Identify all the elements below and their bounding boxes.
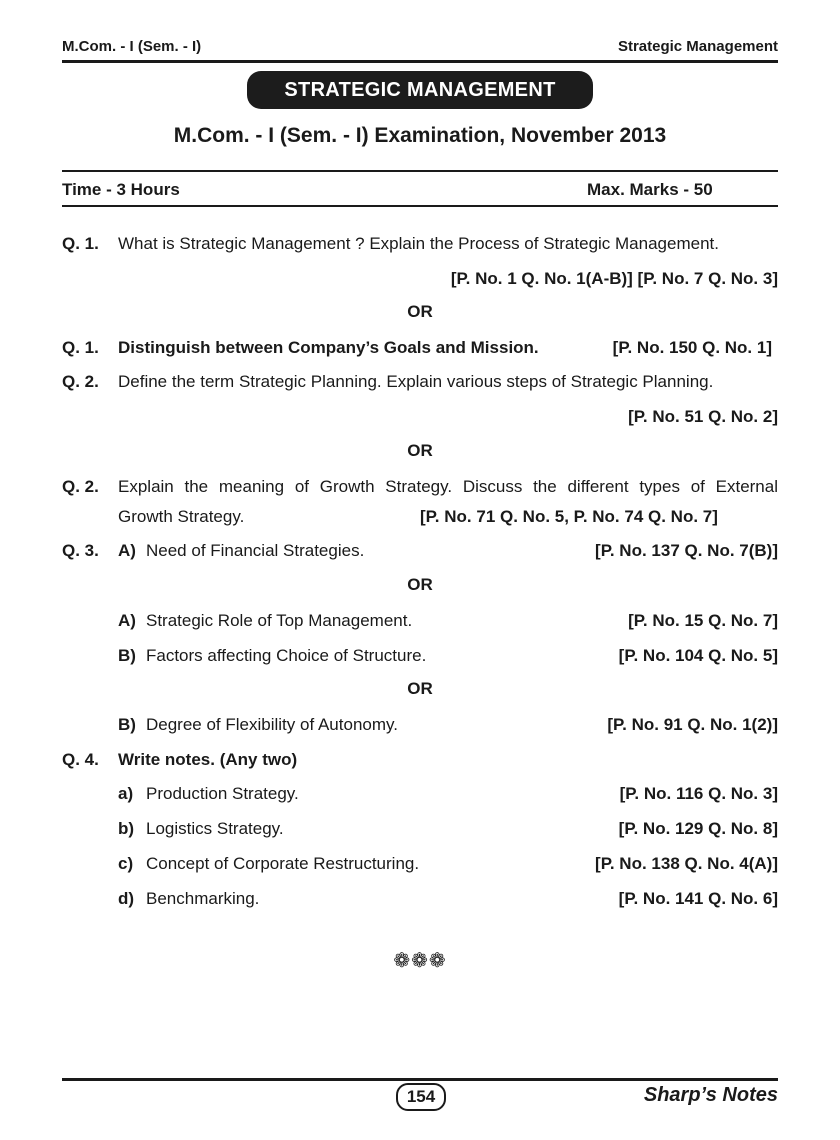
page-reference: [P. No. 104 Q. No. 5] [618,646,778,665]
sub-label: c) [118,854,134,873]
sub-label: a) [118,784,134,803]
page-reference: [P. No. 137 Q. No. 7(B)] [595,541,778,560]
sub-text: Need of Financial Strategies. [146,541,365,560]
sub-label: B) [118,646,136,665]
question-number: Q. 1. [62,338,99,357]
question-4 [62,749,778,771]
page-reference: [P. No. 138 Q. No. 4(A)] [595,854,778,873]
question-number: Q. 1. [62,234,99,253]
question-1a-reference [62,268,778,290]
sub-text: Factors affecting Choice of Structure. [146,646,427,665]
question-text: Write notes. (Any two) [118,750,298,769]
sub-label: A) [118,541,136,560]
note-item [62,783,778,805]
question-1b [62,337,778,359]
or-divider: OR [407,679,433,698]
sub-text: Degree of Flexibility of Autonomy. [146,715,398,734]
sub-label: b) [118,819,135,838]
page-reference: [P. No. 141 Q. No. 6] [618,889,778,908]
sub-text: Strategic Role of Top Management. [146,611,413,630]
page-reference: [P. No. 150 Q. No. 1] [612,338,772,357]
question-2b-continued [62,506,778,528]
page-reference: [P. No. 15 Q. No. 7] [628,611,778,630]
or-divider: OR [407,441,433,460]
header-course: M.Com. - I (Sem. - I) [62,38,202,55]
running-header [62,38,778,58]
or-divider: OR [407,302,433,321]
sub-label: d) [118,889,135,908]
meta-rule-top [62,170,778,172]
question-2a [62,371,778,393]
question-text: Define the term Strategic Planning. Explain various steps of Strategic Planning. [118,372,714,391]
note-item [62,818,778,840]
header-rule [62,60,778,63]
question-text: Growth Strategy. [118,507,245,526]
sub-text: Benchmarking. [146,889,260,908]
question-3a-alt [62,610,778,632]
question-number: Q. 3. [62,541,99,560]
page-reference: [P. No. 91 Q. No. 1(2)] [607,715,778,734]
exam-title: M.Com. - I (Sem. - I) Examination, November 2013 [173,124,667,147]
note-item [62,888,778,910]
question-2a-reference [62,406,778,428]
footer-brand: Sharp’s Notes [643,1084,778,1106]
page-reference: [P. No. 71 Q. No. 5, P. No. 74 Q. No. 7] [420,507,718,526]
sub-text: Production Strategy. [146,784,299,803]
note-item [62,853,778,875]
question-3b-alt [62,714,778,736]
header-subject: Strategic Management [617,38,778,55]
question-1a [62,233,778,255]
question-text: Distinguish between Company’s Goals and Mission. [118,338,539,357]
exam-max-marks: Max. Marks - 50 [587,180,713,199]
sub-text: Concept of Corporate Restructuring. [146,854,420,873]
question-2b [62,476,778,498]
page-reference: [P. No. 116 Q. No. 3] [619,784,778,803]
page-reference: [P. No. 1 Q. No. 1(A-B)] [P. No. 7 Q. No. 3] [450,269,778,288]
subject-title: STRATEGIC MANAGEMENT [247,71,593,109]
page-reference: [P. No. 129 Q. No. 8] [618,819,778,838]
footer-rule [62,1078,778,1081]
meta-rule-bottom [62,205,778,207]
question-text: Explain the meaning of Growth Strategy. Discuss the different types of External [118,477,778,496]
question-3a [62,540,778,562]
question-3b [62,645,778,667]
page-number: 154 [396,1083,446,1111]
question-number: Q. 2. [62,372,99,391]
exam-time: Time - 3 Hours [62,180,180,199]
sub-label: A) [118,611,136,630]
page-reference: [P. No. 51 Q. No. 2] [628,407,778,426]
sub-text: Logistics Strategy. [146,819,284,838]
end-ornament-icon: ❁❁❁ [393,950,447,972]
sub-label: B) [118,715,136,734]
question-number: Q. 2. [62,477,99,496]
question-number: Q. 4. [62,750,99,769]
or-divider: OR [407,575,433,594]
exam-meta [62,180,778,200]
question-text: What is Strategic Management ? Explain the Process of Strategic Management. [118,234,719,253]
